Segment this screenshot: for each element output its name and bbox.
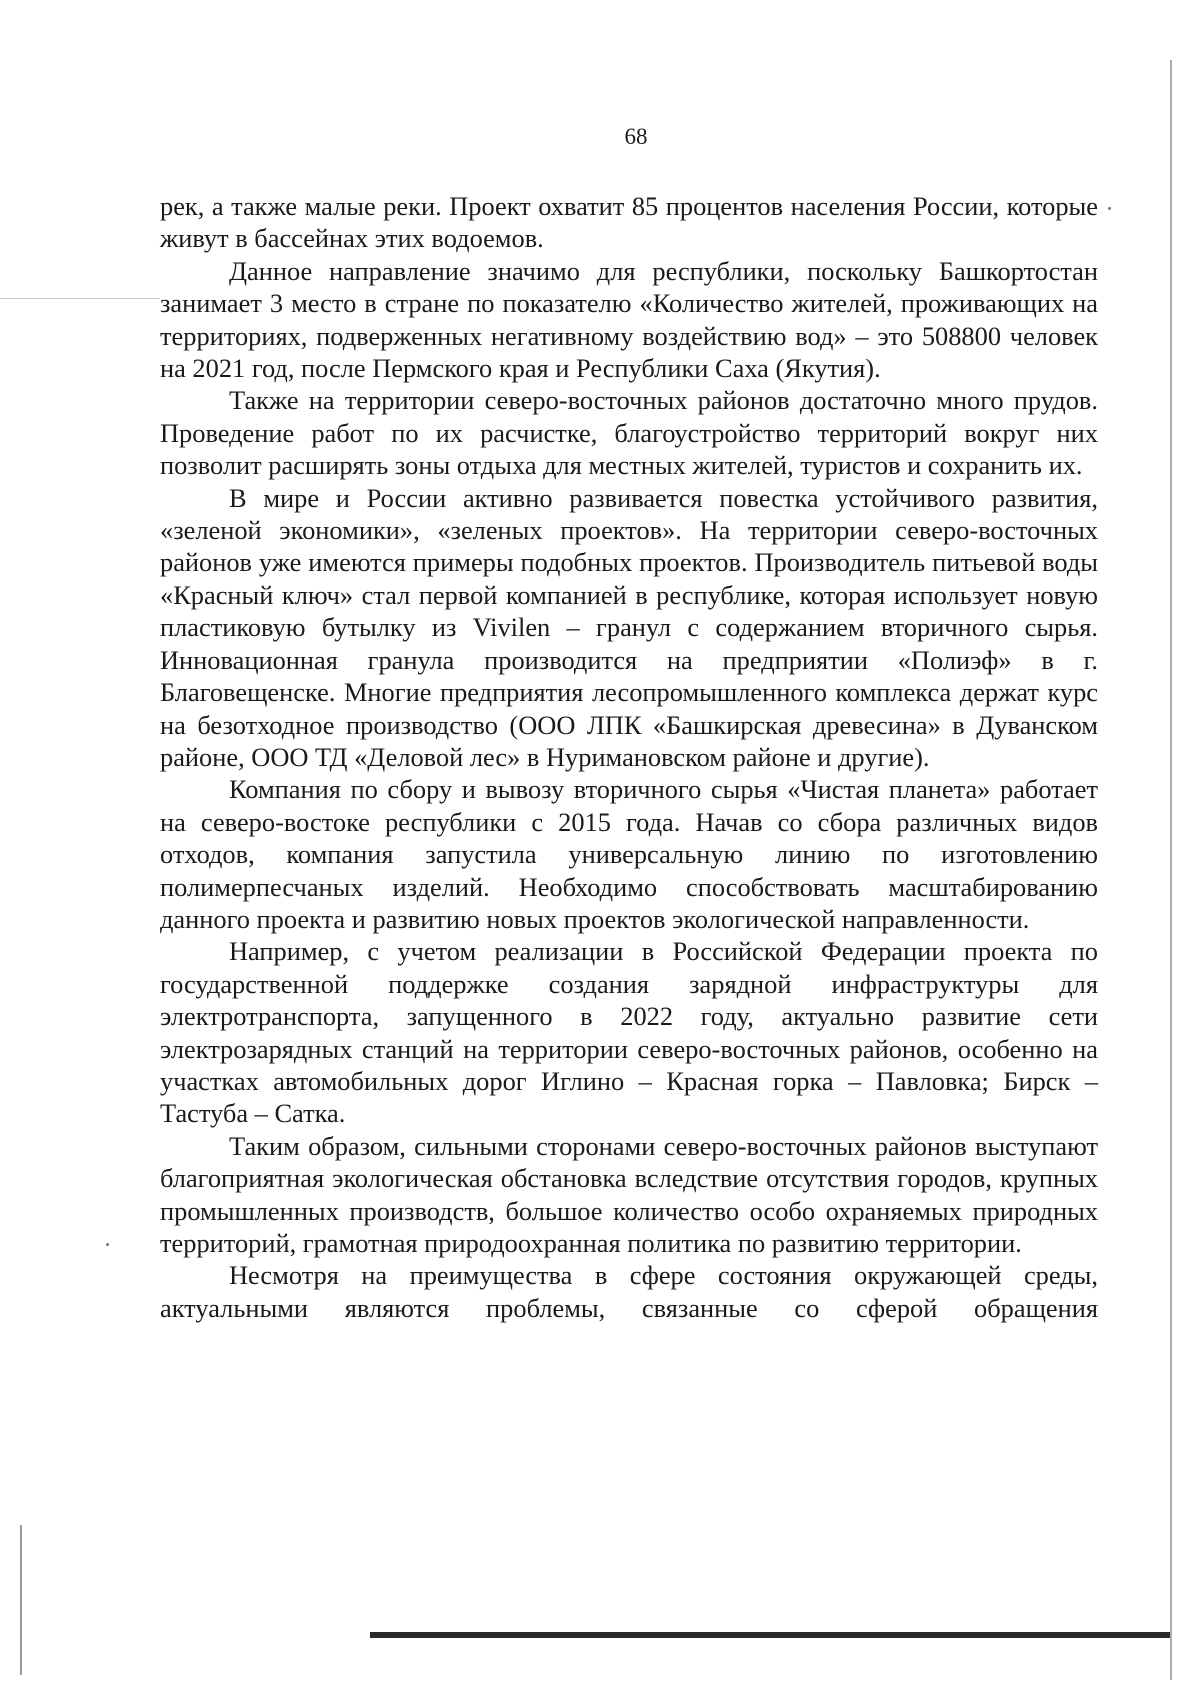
paragraph-3: Также на территории северо-восточных районов достаточно много прудов. Проведение работ по их расчистке, благоустройство территорий вокруг них позволит расширять зоны отдыха для местных жителей, туристов и сохранить их. xyxy=(160,385,1098,481)
document-body xyxy=(160,190,1098,1324)
scan-edge-right xyxy=(1170,60,1172,1680)
paragraph-6: Например, с учетом реализации в Российской Федерации проекта по государственной поддержке создания зарядной инфраструктуры для электротранспорта, запущенного в 2022 году, актуально развитие сети электрозарядных станций на территории северо-восточных районов, особенно на участках автомобильных дорог Иглино – Красная горка – Павловка; Бирск – Тастуба – Сатка. xyxy=(160,936,1098,1129)
paragraph-5: Компания по сбору и вывозу вторичного сырья «Чистая планета» работает на северо-востоке республики с 2015 года. Начав со сбора различных видов отходов, компания запустила универсальную линию по изготовлению полимерпесчаных изделий. Необходимо способствовать масштабированию данного проекта и развитию новых проектов экологической направленности. xyxy=(160,774,1098,934)
scan-edge-left xyxy=(20,1525,22,1675)
scan-speck xyxy=(1108,207,1111,210)
page-number: 68 xyxy=(624,124,648,149)
scan-bottom-bar xyxy=(370,1632,1170,1638)
paragraph-1: рек, а также малые реки. Проект охватит 85 процентов населения России, которые живут в бассейнах этих водоемов. xyxy=(160,191,1098,254)
scan-artifact-line xyxy=(0,298,160,299)
paragraph-7: Таким образом, сильными сторонами северо-восточных районов выступают благоприятная экологическая обстановка вследствие отсутствия городов, крупных промышленных производств, большое количество особо охраняемых природных территорий, грамотная природоохранная политика по развитию территории. xyxy=(160,1130,1098,1258)
paragraph-4: В мире и России активно развивается повестка устойчивого развития, «зеленой экономики», «зеленых проектов». На территории северо-восточных районов уже имеются примеры подобных проектов. Производитель питьевой воды «Красный ключ» стал первой компанией в республике, которая использует новую пластиковую бутылку из Vivilen – гранул с содержанием вторичного сырья. Инновационная гранула производится на предприятии «Полиэф» в г. Благовещенске. Многие предприятия лесопромышленного комплекса держат курс на безотходное производство (ООО ЛПК «Башкирская древесина» в Дуванском районе, ООО ТД «Деловой лес» в Нуримановском районе и другие). xyxy=(160,482,1098,772)
scan-speck xyxy=(106,1243,109,1246)
paragraph-8: Несмотря на преимущества в сфере состояния окружающей среды, актуальными являются проблемы, связанные со сферой обращения xyxy=(160,1260,1098,1323)
paragraph-2: Данное направление значимо для республики, поскольку Башкортостан занимает 3 место в стране по показателю «Количество жителей, проживающих на территориях, подверженных негативному воздействию вод» – это 508800 человек на 2021 год, после Пермского края и Республики Саха (Якутия). xyxy=(160,255,1098,384)
